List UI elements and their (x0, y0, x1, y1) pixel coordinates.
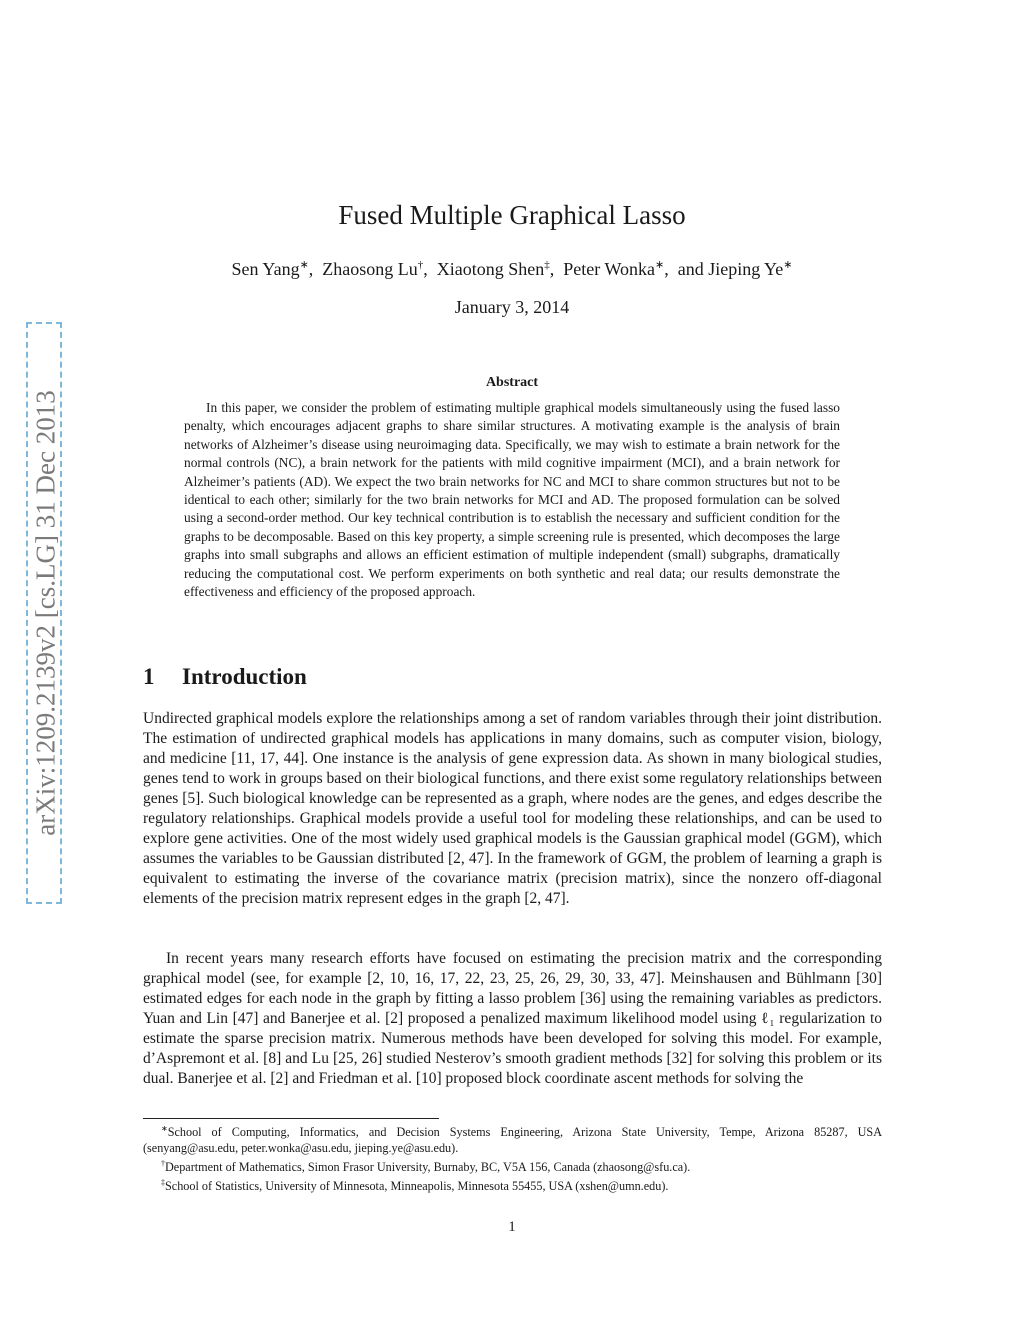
footnote-mark: † (161, 1159, 165, 1169)
author-name: Xiaotong Shen (436, 259, 545, 279)
author-affiliation-mark: ∗ (299, 259, 309, 271)
page-number: 1 (508, 1219, 516, 1235)
section-heading (143, 664, 307, 690)
section-title: Introduction (182, 664, 307, 689)
author-affiliation-mark: † (417, 259, 424, 271)
footnote (143, 1121, 882, 1156)
footnote-mark: ∗ (161, 1124, 168, 1133)
footnote-text: School of Statistics, University of Minnesota, Minneapolis, Minnesota 55455, USA (xshen@umn.edu). (165, 1179, 669, 1194)
arxiv-identifier: arXiv:1209.2139v2 [cs.LG] 31 Dec 2013 (30, 390, 61, 836)
paper-title: Fused Multiple Graphical Lasso (338, 200, 686, 230)
author-name: Zhaosong Lu (322, 259, 418, 279)
section-number: 1 (143, 664, 155, 689)
abstract-heading: Abstract (485, 375, 539, 390)
body-paragraph: In recent years many research efforts have focused on estimating the precision matrix and the corresponding graphical model (see, for example [2, 10, 16, 17, 22, 23, 25, 26, 29, 30, 33, 47]. Meinshausen and Bühlmann [30] estimated edges for each node in the graph by fitting a lasso problem [36] using the remaining variables as predictors. Yuan and Lin [47] and Banerjee et al. [2] proposed a penalized maximum likelihood model using ℓ₁ regularization to estimate the sparse precision matrix. Numerous methods have been developed for solving this model. For example, d’Aspremont et al. [8] and Lu [25, 26] studied Nesterov’s smooth gradient methods [32] for solving this problem or its dual. Banerjee et al. [2] and Friedman et al. [10] proposed block coordinate ascent methods for solving the (143, 950, 882, 1087)
author-name: Jieping Ye (708, 259, 784, 279)
author-name: Sen Yang (231, 259, 300, 279)
author-list: Sen Yang∗, Zhaosong Lu†, Xiaotong Shen‡, Peter Wonka∗, and Jieping Ye∗ (231, 259, 793, 279)
footnote-text: Department of Mathematics, Simon Frasor University, Burnaby, BC, V5A 156, Canada (zhaosong@sfu.ca). (165, 1160, 691, 1175)
author-name: Peter Wonka (563, 259, 655, 279)
footnote-text: School of Computing, Informatics, and Decision Systems Engineering, Arizona State University, Tempe, Arizona 85287, USA (senyang@asu.edu, peter.wonka@asu.edu, jieping.ye@asu.edu). (143, 1125, 882, 1156)
author-conjunction: and (677, 259, 704, 279)
body-paragraph: Undirected graphical models explore the relationships among a set of random variables through their joint distribution. The estimation of undirected graphical models has applications in many domains, such as computer vision, biology, and medicine [11, 17, 44]. One instance is the analysis of gene expression data. As shown in many biological studies, genes tend to work in groups based on their biological functions, and there exist some regulatory relationships between genes [5]. Such biological knowledge can be represented as a graph, where nodes are the genes, and edges describe the regulatory relationships. Graphical models provide a useful tool for modeling these relationships, and can be used to explore gene activities. One of the most widely used graphical models is the Gaussian graphical model (GGM), which assumes the variables to be Gaussian distributed [2, 47]. In the framework of GGM, the problem of learning a graph is equivalent to estimating the inverse of the covariance matrix (precision matrix), since the nonzero off-diagonal elements of the precision matrix represent edges in the graph [2, 47]. (143, 710, 882, 907)
paper-date: January 3, 2014 (454, 297, 570, 317)
footnote (143, 1156, 882, 1175)
author-affiliation-mark: ‡ (544, 259, 550, 271)
author-affiliation-mark: ∗ (783, 259, 793, 271)
abstract-text: In this paper, we consider the problem of estimating multiple graphical models simultaneously using the fused lasso penalty, which encourages adjacent graphs to share similar structures. A motivating example is the analysis of brain networks of Alzheimer’s disease using neuroimaging data. Specifically, we may wish to estimate a brain network for the normal controls (NC), a brain network for the patients with mild cognitive impairment (MCI), and a brain network for Alzheimer’s patients (AD). We expect the two brain networks for NC and MCI to share common structures but not to be identical to each other; similarly for the two brain networks for MCI and AD. The proposed formulation can be solved using a second-order method. Our key technical contribution is to establish the necessary and sufficient condition for the graphs to be decomposable. Based on this key property, a simple screening rule is presented, which decomposes the large graphs into small subgraphs and allows an efficient estimation of multiple independent (small) subgraphs, dramatically reducing the computational cost. We perform experiments on both synthetic and real data; our results demonstrate the effectiveness and efficiency of the proposed approach. (184, 400, 840, 600)
footnotes (143, 1121, 882, 1194)
arxiv-stamp (26, 322, 62, 904)
author-affiliation-mark: ∗ (654, 259, 665, 271)
footnote (143, 1175, 882, 1194)
footnote-mark: ‡ (161, 1178, 165, 1188)
footnote-divider (143, 1118, 439, 1119)
